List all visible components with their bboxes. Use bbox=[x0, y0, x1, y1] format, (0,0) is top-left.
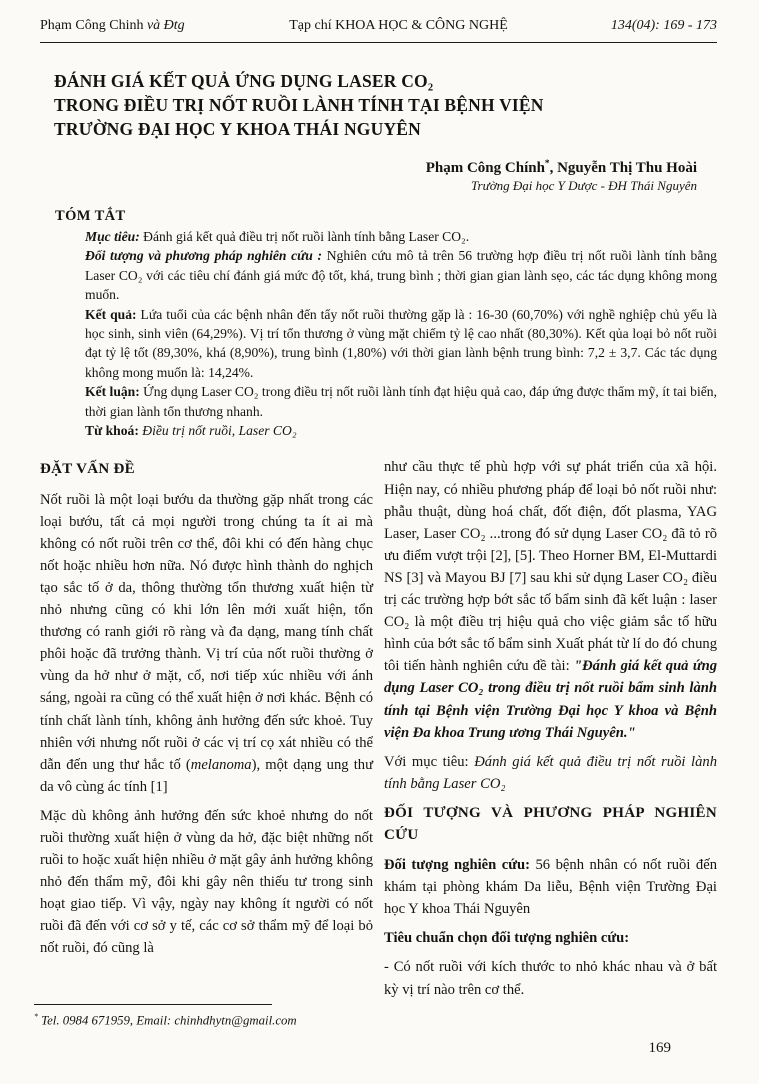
intro-paragraph-3: như cầu thực tế phù hợp với sự phát triển của xã hội. Hiện nay, có nhiều phương pháp để loại bỏ nốt ruồi như: phẫu thuật, dùng hoá chất, đốt điện, đốt plasma, YAG Laser, Laser CO₂ ...trong đó sử dụng Laser CO₂ đã tỏ rõ ưu điểm vượt trội [2], [5]. Theo Horner BM, El-Muttardi NS [3] và Mayou BJ [7] sau khi sử dụng Laser CO₂ điều trị các trường hợp bớt sắc tố bẩm sinh đã kết luận : laser CO₂ là một điều trị hiệu quả cho việc giảm sắc tố hữu hình của bớt sắc tố bẩm sinh Xuất phát từ lí do đó chung tôi tiến hành nghiên cứu đề tài: "Đánh giá kết quả ứng dụng Laser CO₂ trong điều trị nốt ruồi bẩm sinh lành tính tại Bệnh viện Trường Đại học Y khoa và Bệnh viện Đa khoa Trung ương Thái Nguyên." bbox=[384, 459, 717, 741]
abstract-conclusion: Kết luận: Ứng dụng Laser CO₂ trong điều trị nốt ruồi lành tính đạt hiệu quả cao, đáp ứng được thẩm mỹ, ít tai biến, thời gian lành tổn thương nhanh. bbox=[85, 384, 717, 419]
abstract-objective: Mục tiêu: Đánh giá kết quả điều trị nốt ruồi lành tính bằng Laser CO₂. bbox=[85, 229, 470, 244]
footnote-contact: * Tel. 0984 671959, Email: chinhdhytn@gmail.com bbox=[34, 1012, 297, 1028]
issue-pages: 134(04): 169 - 173 bbox=[610, 18, 717, 33]
abstract-body bbox=[85, 227, 717, 440]
objective-paragraph: Với mục tiêu: Đánh giá kết quả điều trị nốt ruồi lành tính bằng Laser CO₂ bbox=[384, 753, 717, 792]
page-number: 169 bbox=[648, 1040, 671, 1056]
journal-name: Tạp chí KHOA HỌC & CÔNG NGHỆ bbox=[289, 18, 508, 33]
abstract-section bbox=[40, 208, 717, 440]
abstract-heading: TÓM TẮT bbox=[55, 208, 126, 224]
authors: Phạm Công Chính*, Nguyễn Thị Thu Hoài bbox=[425, 159, 697, 176]
abstract-methods: Đối tượng và phương pháp nghiên cứu : Nghiên cứu mô tả trên 56 trường hợp điều trị nốt ruồi lành tính bằng Laser CO₂ với các tiêu chí đánh giá mức độ tốt, khá, trung bình ; thời gian gian lành sẹo, các tác dụng không mong muốn. bbox=[85, 248, 717, 303]
affiliation: Trường Đại học Y Dược - ĐH Thái Nguyên bbox=[471, 178, 697, 193]
abstract-keywords: Từ khoá: Điều trị nốt ruồi, Laser CO₂ bbox=[85, 423, 297, 439]
footnote-rule bbox=[34, 1004, 272, 1005]
section-heading-introduction: ĐẶT VẤN ĐỀ bbox=[40, 461, 135, 478]
journal-header bbox=[40, 14, 717, 43]
running-author: Phạm Công Chinh và Đtg bbox=[40, 18, 185, 33]
body-columns bbox=[40, 456, 717, 1007]
article-title bbox=[54, 69, 717, 141]
section-heading-methods: ĐỐI TƯỢNG VÀ PHƯƠNG PHÁP NGHIÊN CỨU bbox=[384, 804, 717, 843]
intro-paragraph-2: Mặc dù không ảnh hưởng đến sức khoẻ nhưng do nốt ruồi thường xuất hiện ở vùng da hở, đặc biệt những nốt ruồi to hoặc xuất hiện nhiều ở mặt gây ảnh hưởng không nhỏ đến thẩm mỹ, đôi khi gây nên thiếu tư trong sinh hoạt giao tiếp. Vì vậy, ngày nay không ít người có nốt ruồi đã đến với cơ sở y tế, các cơ sở thẩm mỹ để loại bỏ nốt ruồi, đó cũng là bbox=[40, 807, 373, 957]
title-line-1: ĐÁNH GIÁ KẾT QUẢ ỨNG DỤNG LASER CO₂ bbox=[54, 71, 434, 91]
right-column bbox=[384, 456, 717, 1007]
criteria-heading: Tiêu chuẩn chọn đối tượng nghiên cứu: bbox=[384, 930, 630, 947]
subjects-paragraph: Đối tượng nghiên cứu: 56 bệnh nhân có nốt ruồi đến khám tại phòng khám Da liễu, Bệnh viện Trường Đại học Y khoa Thái Nguyên bbox=[384, 857, 718, 918]
abstract-results: Kết quả: Lứa tuổi của các bệnh nhân đến tẩy nốt ruồi thường gặp là : 16-30 (60,70%) với nghề nghiệp chủ yếu là học sinh, sinh viên (64,29%). Vị trí tổn thương ở vùng mặt chiếm tỷ lệ cao nhất (80,30%). Kết qủa loại bỏ nốt ruồi đạt tỷ lệ tốt (89,30%, khá (8,90%), trung bình (1,80%) với thời gian lành bệnh trung bình: 7,2 ± 3,7. Các tác dụng không mong muốn là: 14,24%. bbox=[85, 306, 717, 380]
title-line-3: TRƯỜNG ĐẠI HỌC Y KHOA THÁI NGUYÊN bbox=[54, 119, 421, 139]
byline bbox=[40, 155, 697, 194]
criteria-item-1: - Có nốt ruồi với kích thước to nhỏ khác nhau và ở bất kỳ vị trí nào trên cơ thể. bbox=[384, 959, 717, 998]
intro-paragraph-1: Nốt ruồi là một loại bướu da thường gặp nhất trong các loại bướu, tất cả mọi người trong chúng ta ít ai mà không có nốt ruồi trên cơ thể, đôi khi có đến hàng chục nốt hoặc nhiều hơn nữa. Nó được hình thành do nghịch tạo sắc tố ở da, thông thường tổn thương xuất hiện từ nhỏ nhưng cũng có khi lớn lên mới xuất hiện, tổn thương có ranh giới rõ ràng và đa dạng, mang tính chất phôi hoặc đã trưởng thành. Vị trí của nốt ruồi thường ở vùng da hở như ở mặt, cổ, nơi tiếp xúc nhiều với ánh sáng, ngoài ra cũng có thể xuất hiện ở nơi khác. Bệnh có tính chất lành tính, không ảnh hưởng đến sức khoẻ. Tuy nhiên với nhưng nốt ruồi ở các vị trí cọ xát nhiều có thể dẫn đến ung thư hắc tố (melanoma), một dạng ung thư da vô cùng ác tính [1] bbox=[40, 491, 373, 795]
left-column bbox=[40, 456, 373, 1007]
title-line-2: TRONG ĐIỀU TRỊ NỐT RUỒI LÀNH TÍNH TẠI BỆNH VIỆN bbox=[54, 95, 544, 115]
